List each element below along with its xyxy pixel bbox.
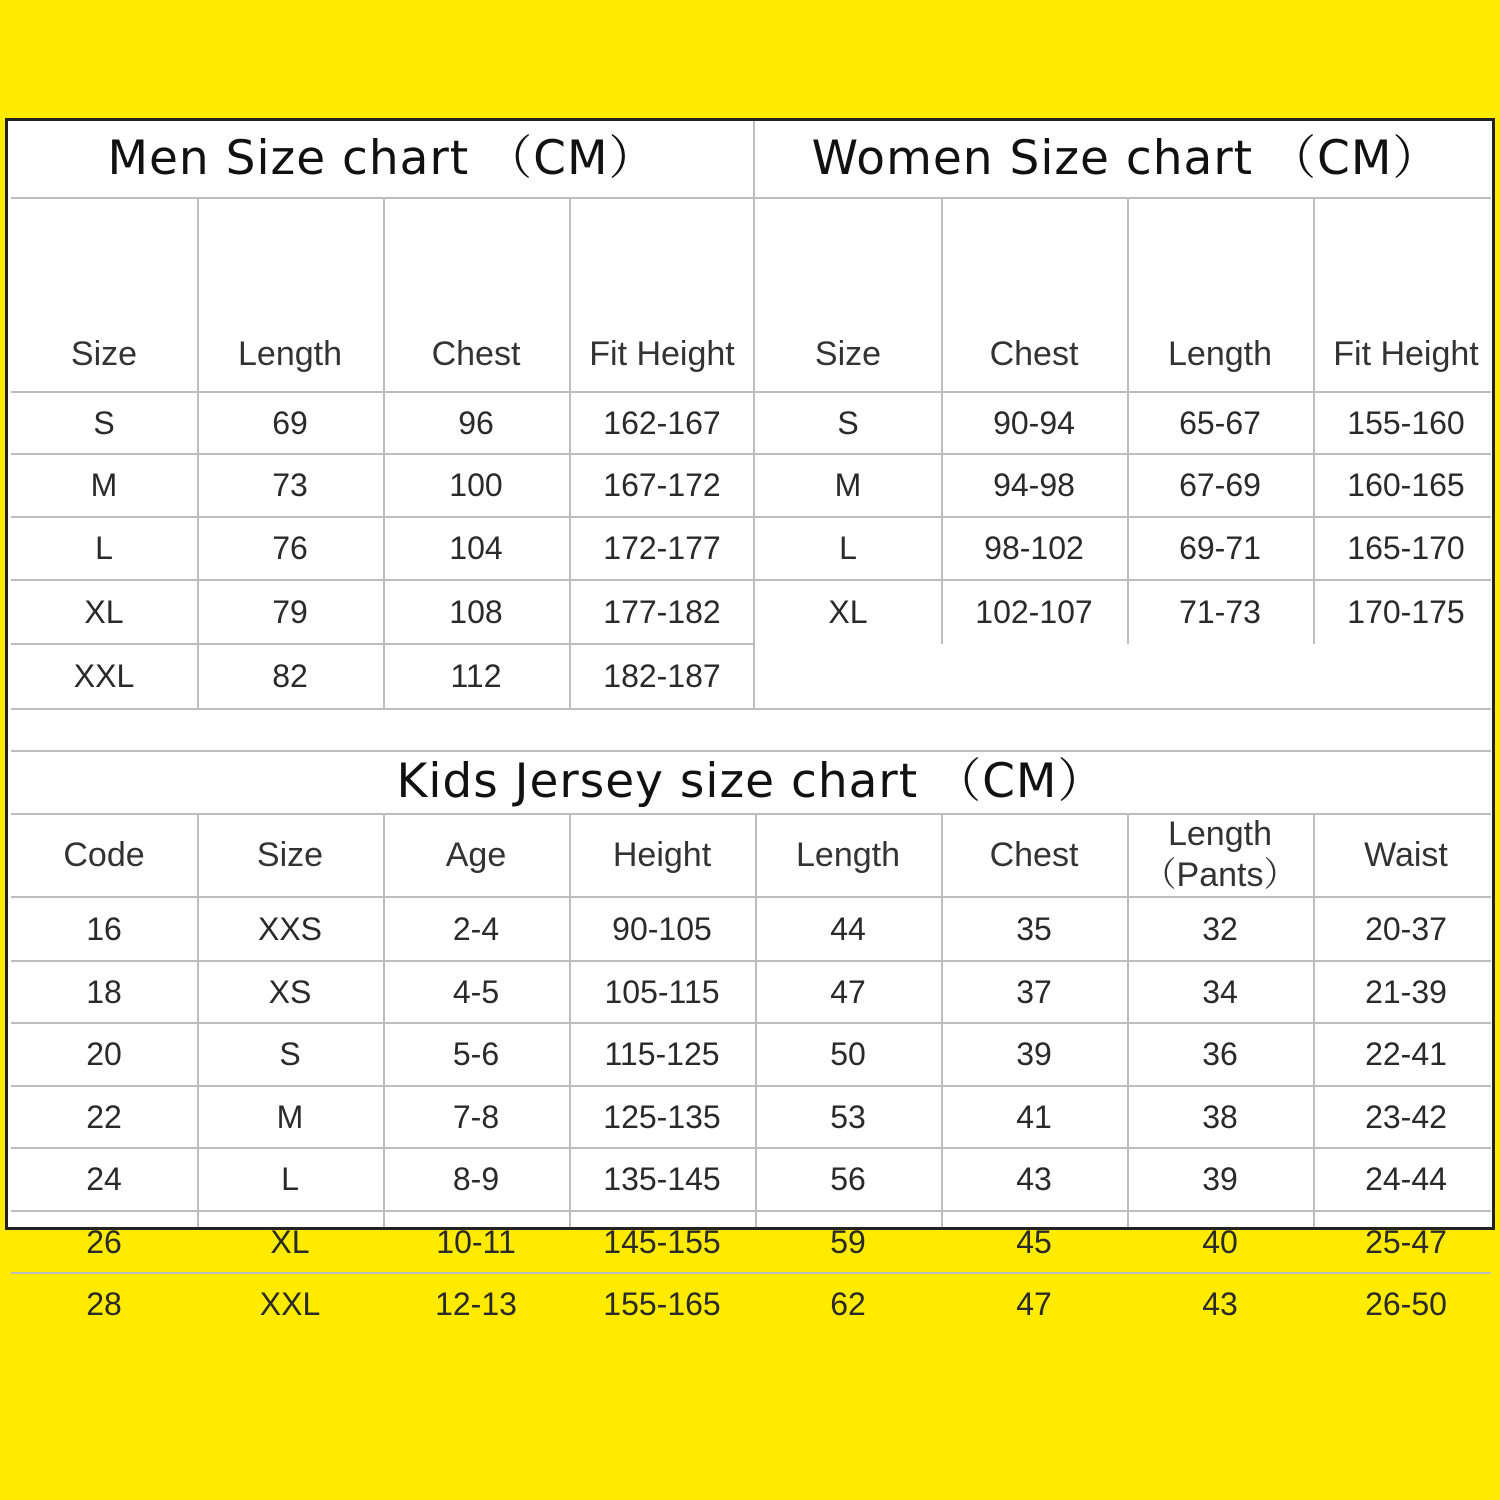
kids-table-cell: 37 — [1016, 973, 1052, 1010]
men-table-cell: 177-182 — [603, 593, 721, 630]
kids-table-cell: 22-41 — [1365, 1036, 1447, 1073]
kids-header-length-pants: Length （Pants） — [1142, 815, 1298, 894]
kids-table-cell: 35 — [1016, 911, 1052, 948]
row-divider — [11, 453, 1491, 455]
kids-table-cell: 62 — [830, 1286, 866, 1323]
men-column-divider — [383, 198, 385, 708]
kids-header-size: Size — [256, 835, 324, 874]
kids-table-cell: 39 — [1016, 1036, 1052, 1073]
kids-table-cell: 36 — [1202, 1036, 1238, 1073]
women-table-cell: L — [839, 530, 857, 567]
men-header-size: Size — [70, 334, 138, 373]
men-table-cell: 167-172 — [603, 467, 721, 504]
men-chart-title: Men Size chart （CM） — [107, 131, 657, 187]
women-table-cell: 69-71 — [1179, 530, 1261, 567]
kids-header-length: Length — [796, 835, 900, 874]
men-table-cell: 73 — [272, 467, 308, 504]
men-table-cell: 162-167 — [603, 404, 721, 441]
kids-table-cell: M — [276, 1098, 304, 1135]
kids-table-cell: 56 — [830, 1161, 866, 1198]
kids-table-cell: 39 — [1202, 1161, 1238, 1198]
kids-table-cell: S — [279, 1036, 301, 1073]
women-header-length: Length — [1168, 334, 1272, 373]
men-header-chest: Chest — [431, 334, 521, 373]
kids-table-cell: 20 — [86, 1036, 122, 1073]
men-table-cell: 100 — [449, 467, 503, 504]
kids-header-age: Age — [445, 835, 507, 874]
kids-table-cell: 47 — [1016, 1286, 1052, 1323]
men-women-divider — [753, 121, 755, 708]
women-table-cell: 160-165 — [1347, 467, 1465, 504]
kids-table-cell: 44 — [830, 911, 866, 948]
women-table-cell: M — [834, 467, 862, 504]
kids-table-cell: 43 — [1202, 1286, 1238, 1323]
women-chart-title: Women Size chart （CM） — [811, 131, 1441, 187]
men-header-fit-height: Fit Height — [589, 334, 735, 373]
kids-table-cell: 47 — [830, 973, 866, 1010]
men-table-cell: 69 — [272, 404, 308, 441]
women-column-divider — [1127, 198, 1129, 644]
kids-table-cell: XXS — [257, 911, 323, 948]
size-chart-sheet — [5, 118, 1495, 1323]
kids-table-cell: 26-50 — [1365, 1286, 1447, 1323]
women-table-cell: 90-94 — [993, 404, 1075, 441]
row-divider — [11, 391, 1491, 393]
kids-table-cell: 12-13 — [435, 1286, 517, 1323]
women-header-chest: Chest — [989, 334, 1079, 373]
kids-column-divider — [1313, 814, 1315, 1227]
kids-table-cell: 26 — [86, 1223, 122, 1260]
kids-header-height: Height — [612, 835, 712, 874]
women-table-cell: 170-175 — [1347, 593, 1465, 630]
kids-table-cell: 2-4 — [452, 911, 500, 948]
women-table-cell: 155-160 — [1347, 404, 1465, 441]
kids-table-cell: 28 — [86, 1286, 122, 1323]
men-row-divider — [11, 643, 753, 645]
kids-table-cell: 4-5 — [452, 973, 500, 1010]
kids-table-cell: 21-39 — [1365, 973, 1447, 1010]
kids-table-cell: 45 — [1016, 1223, 1052, 1260]
men-table-cell: 79 — [272, 593, 308, 630]
kids-column-divider — [569, 814, 571, 1227]
kids-table-cell: 59 — [830, 1223, 866, 1260]
kids-table-cell: XXL — [259, 1286, 321, 1323]
women-table-cell: 98-102 — [984, 530, 1084, 567]
kids-table-cell: 115-125 — [604, 1036, 720, 1073]
kids-table-cell: 50 — [830, 1036, 866, 1073]
kids-chart-title: Kids Jersey size chart （CM） — [396, 753, 1106, 809]
kids-table-cell: 7-8 — [452, 1098, 500, 1135]
kids-column-divider — [383, 814, 385, 1227]
kids-column-divider — [755, 814, 757, 1227]
kids-table-cell: 155-165 — [603, 1286, 721, 1323]
men-header-length: Length — [238, 334, 342, 373]
kids-header-code: Code — [63, 835, 145, 874]
kids-table-cell: 38 — [1202, 1098, 1238, 1135]
kids-column-divider — [1127, 814, 1129, 1227]
kids-table-cell: 40 — [1202, 1223, 1238, 1260]
kids-table-cell: 8-9 — [452, 1161, 500, 1198]
kids-table-cell: XL — [270, 1223, 310, 1260]
kids-table-cell: 24-44 — [1365, 1161, 1447, 1198]
women-table-cell: 67-69 — [1179, 467, 1261, 504]
men-table-cell: 82 — [272, 657, 308, 694]
men-table-cell: 182-187 — [603, 657, 721, 694]
kids-table-cell: 20-37 — [1365, 911, 1447, 948]
men-table-cell: 104 — [449, 530, 503, 567]
section-divider — [11, 708, 1491, 710]
kids-table-cell: 23-42 — [1365, 1098, 1447, 1135]
women-header-fit-height: Fit Height — [1333, 334, 1479, 373]
women-table-cell: 102-107 — [975, 593, 1093, 630]
title-divider — [11, 197, 1491, 199]
men-table-cell: 76 — [272, 530, 308, 567]
row-divider — [11, 516, 1491, 518]
women-column-divider — [1313, 198, 1315, 644]
women-table-cell: 65-67 — [1179, 404, 1261, 441]
kids-table-cell: 34 — [1202, 973, 1238, 1010]
kids-table-cell: 10-11 — [436, 1223, 516, 1260]
kids-table-cell: 125-135 — [603, 1098, 721, 1135]
men-table-cell: 108 — [449, 593, 503, 630]
kids-table-cell: 41 — [1016, 1098, 1052, 1135]
men-table-cell: L — [95, 530, 113, 567]
women-table-cell: S — [837, 404, 859, 441]
men-column-divider — [197, 198, 199, 708]
men-table-cell: XXL — [73, 657, 135, 694]
women-column-divider — [941, 198, 943, 644]
women-table-cell: 165-170 — [1347, 530, 1465, 567]
row-divider — [11, 579, 1491, 581]
women-table-cell: 94-98 — [993, 467, 1075, 504]
kids-header-waist: Waist — [1364, 835, 1448, 874]
kids-table-cell: 25-47 — [1365, 1223, 1447, 1260]
men-table-cell: 112 — [450, 657, 502, 694]
women-table-cell: XL — [828, 593, 868, 630]
kids-column-divider — [197, 814, 199, 1227]
kids-table-cell: XS — [268, 973, 312, 1010]
kids-column-divider — [941, 814, 943, 1227]
kids-table-cell: 43 — [1016, 1161, 1052, 1198]
kids-table-cell: 53 — [830, 1098, 866, 1135]
kids-table-cell: 145-155 — [603, 1223, 721, 1260]
men-table-cell: 96 — [458, 404, 494, 441]
men-table-cell: XL — [84, 593, 124, 630]
kids-table-cell: 24 — [86, 1161, 122, 1198]
men-table-cell: S — [93, 404, 115, 441]
kids-table-cell: 32 — [1202, 911, 1238, 948]
kids-header-chest: Chest — [989, 835, 1079, 874]
men-table-cell: 172-177 — [603, 530, 721, 567]
women-table-cell: 71-73 — [1179, 593, 1261, 630]
kids-table-cell: 90-105 — [612, 911, 712, 948]
kids-table-cell: 18 — [86, 973, 122, 1010]
kids-table-cell: 22 — [86, 1098, 122, 1135]
kids-table-cell: 135-145 — [603, 1161, 721, 1198]
kids-table-cell: L — [281, 1161, 299, 1198]
women-header-size: Size — [814, 334, 882, 373]
kids-table-cell: 105-115 — [604, 973, 720, 1010]
kids-table-cell: 5-6 — [452, 1036, 500, 1073]
kids-table-cell: 16 — [86, 911, 122, 948]
men-table-cell: M — [90, 467, 118, 504]
men-column-divider — [569, 198, 571, 708]
